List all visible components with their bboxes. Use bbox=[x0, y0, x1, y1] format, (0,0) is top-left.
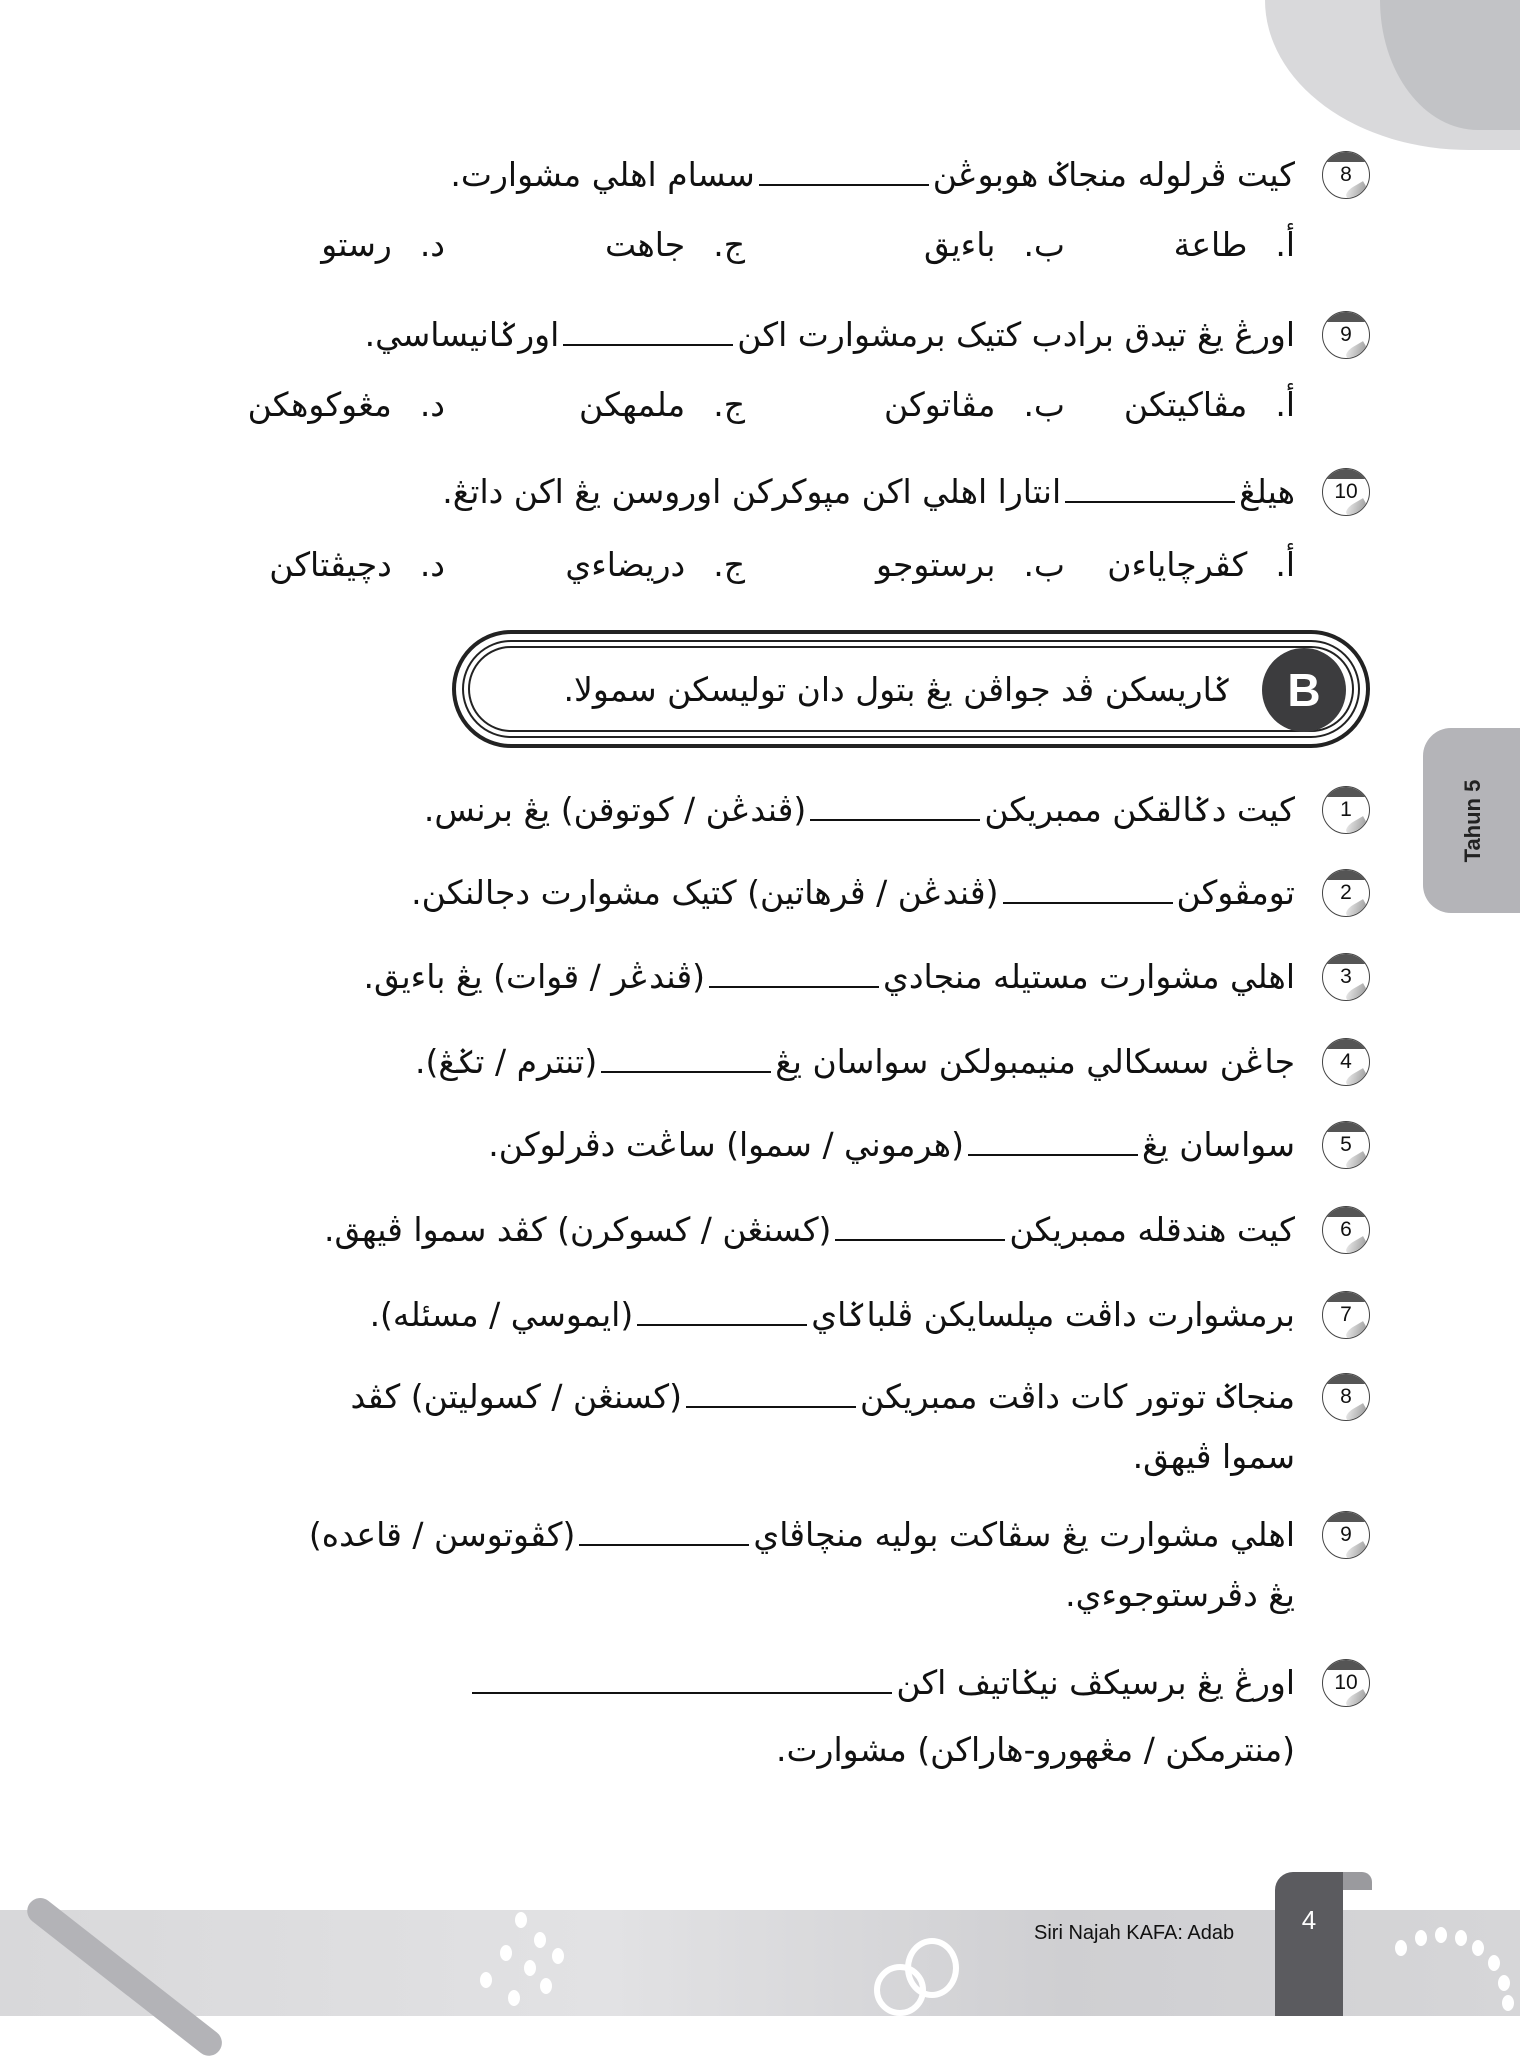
option-text: رستو bbox=[321, 225, 392, 264]
option-text: ملمهكن bbox=[578, 385, 686, 424]
option-b[interactable] bbox=[924, 215, 1065, 275]
question-text bbox=[442, 462, 1295, 522]
decorative-dot bbox=[508, 1990, 520, 2006]
answer-blank[interactable] bbox=[563, 314, 733, 346]
option-b[interactable] bbox=[884, 375, 1065, 435]
text-before: كيت هندقله ممبريكن bbox=[1009, 1210, 1295, 1249]
answer-blank[interactable] bbox=[472, 1662, 892, 1694]
option-label: ج. bbox=[713, 225, 745, 264]
question-text bbox=[450, 145, 1295, 205]
option-a[interactable] bbox=[1174, 215, 1295, 275]
option-label: ج. bbox=[713, 385, 745, 424]
option-text: برستوجو bbox=[875, 545, 996, 584]
decorative-dot bbox=[540, 1978, 552, 1994]
answer-blank[interactable] bbox=[835, 1209, 1005, 1241]
answer-blank[interactable] bbox=[579, 1514, 749, 1546]
question-number-badge bbox=[1322, 1038, 1370, 1086]
decorative-dot bbox=[1435, 1927, 1447, 1943]
answer-blank[interactable] bbox=[637, 1294, 807, 1326]
decorative-dot bbox=[534, 1932, 546, 1948]
option-label: أ. bbox=[1275, 545, 1295, 584]
answer-blank[interactable] bbox=[709, 956, 879, 988]
text-after: (كسنڠن / كسوليتن) كڤد bbox=[350, 1377, 682, 1416]
text-after: (تنترم / تݢڠ). bbox=[415, 1042, 598, 1081]
option-d[interactable] bbox=[248, 375, 445, 435]
text-before: تومڤوكن bbox=[1176, 873, 1295, 912]
question-text bbox=[488, 1115, 1295, 1175]
question-text-continued: يڠ دڤرستوجوءي. bbox=[1065, 1575, 1295, 1614]
question-text bbox=[350, 1367, 1295, 1427]
question-number-badge bbox=[1322, 468, 1370, 516]
question-text bbox=[309, 1505, 1295, 1565]
option-text: كڤرچاياءن bbox=[1107, 545, 1248, 584]
decorative-dot bbox=[1498, 1975, 1510, 1991]
question-text bbox=[415, 1032, 1295, 1092]
question-number: 8 bbox=[1340, 1385, 1352, 1408]
option-c[interactable] bbox=[605, 215, 745, 275]
text-before: برمشوارت داڤت مڽلسايكن ڤلباݢاي bbox=[811, 1295, 1295, 1334]
question-number: 10 bbox=[1334, 480, 1358, 503]
option-label: ب. bbox=[1023, 545, 1065, 584]
option-label: د. bbox=[419, 545, 445, 584]
text-before: اورڠ يڠ برسيكڤ نيݢاتيف اكن bbox=[896, 1663, 1295, 1702]
answer-blank[interactable] bbox=[686, 1376, 856, 1408]
option-label: ج. bbox=[713, 545, 745, 584]
decorative-dot bbox=[500, 1945, 512, 1961]
side-tab-year bbox=[1423, 728, 1520, 913]
answer-blank[interactable] bbox=[1065, 471, 1235, 503]
side-tab-label: Tahun 5 bbox=[1460, 779, 1485, 863]
question-number-badge bbox=[1322, 1373, 1370, 1421]
question-number-badge bbox=[1322, 1659, 1370, 1707]
question-text bbox=[424, 780, 1295, 840]
option-text: جاهت bbox=[604, 225, 686, 264]
decorative-dot bbox=[524, 1960, 536, 1976]
question-text bbox=[468, 1653, 1295, 1713]
text-after: اورݢانيساسي. bbox=[364, 315, 560, 354]
text-after: (هرموني / سموا) ساڠت دڤرلوكن. bbox=[488, 1125, 964, 1164]
question-text bbox=[370, 1285, 1295, 1345]
option-a[interactable] bbox=[1107, 535, 1295, 595]
decorative-dot bbox=[1488, 1955, 1500, 1971]
question-number-badge bbox=[1322, 151, 1370, 199]
question-text bbox=[411, 863, 1295, 923]
answer-blank[interactable] bbox=[810, 789, 980, 821]
text-before: اهلي مشوارت مستيله منجادي bbox=[883, 957, 1295, 996]
decorative-dot bbox=[1415, 1930, 1427, 1946]
text-before: كيت دݢالقكن ممبريكن bbox=[984, 790, 1295, 829]
question-text bbox=[365, 305, 1295, 365]
option-text: مڤاكيتكن bbox=[1123, 385, 1248, 424]
option-label: أ. bbox=[1275, 385, 1295, 424]
text-before: منجاݢ توتور كات داڤت ممبريكن bbox=[859, 1377, 1295, 1416]
option-label: أ. bbox=[1275, 225, 1295, 264]
question-number: 9 bbox=[1340, 323, 1352, 346]
option-c[interactable] bbox=[565, 535, 745, 595]
question-text-continued: (منترمكن / مڠهورو-هاراكن) مشوارت. bbox=[775, 1730, 1295, 1769]
text-after: (ڤندڠن / ڤرهاتين) كتيک مشوارت دجالنكن. bbox=[411, 873, 999, 912]
decorative-dot bbox=[552, 1948, 564, 1964]
question-number: 6 bbox=[1340, 1218, 1352, 1241]
option-label: ب. bbox=[1023, 385, 1065, 424]
question-number: 1 bbox=[1340, 798, 1352, 821]
text-before: اهلي مشوارت يڠ سڤاكت بوليه منچاڤاي bbox=[753, 1515, 1295, 1554]
option-text: دريضاءي bbox=[565, 545, 686, 584]
text-after: (ڤندڠر / قوات) يڠ باءيق. bbox=[363, 957, 706, 996]
question-number: 9 bbox=[1340, 1523, 1352, 1546]
section-letter-badge: B bbox=[1262, 648, 1346, 732]
option-text: طاعة bbox=[1173, 225, 1248, 264]
answer-blank[interactable] bbox=[601, 1041, 771, 1073]
question-number: 4 bbox=[1340, 1050, 1352, 1073]
question-number: 7 bbox=[1340, 1303, 1352, 1326]
question-number: 3 bbox=[1340, 965, 1352, 988]
question-number-badge bbox=[1322, 786, 1370, 834]
text-before: كيت ڤرلوله منجاݢ هوبوڠن bbox=[932, 155, 1295, 194]
text-before: هيلڠ bbox=[1239, 472, 1295, 511]
text-after: (كڤوتوسن / قاعده) bbox=[308, 1515, 576, 1554]
question-number-badge bbox=[1322, 1511, 1370, 1559]
text-after: (ڤندڠن / كوتوقن) يڠ برنس. bbox=[423, 790, 807, 829]
question-number-badge bbox=[1322, 869, 1370, 917]
question-number: 10 bbox=[1334, 1671, 1358, 1694]
option-d[interactable] bbox=[321, 215, 445, 275]
decorative-dot bbox=[515, 1912, 527, 1928]
question-number-badge bbox=[1322, 1291, 1370, 1339]
decorative-dot bbox=[1455, 1930, 1467, 1946]
option-label: ب. bbox=[1023, 225, 1065, 264]
text-after: سسام اهلي مشوارت. bbox=[450, 155, 755, 194]
option-c[interactable] bbox=[579, 375, 745, 435]
page-number: 4 bbox=[1301, 1905, 1317, 1935]
question-number-badge bbox=[1322, 1121, 1370, 1169]
answer-blank[interactable] bbox=[1003, 872, 1173, 904]
text-before: سواسان يڠ bbox=[1141, 1125, 1295, 1164]
option-text: باءيق bbox=[923, 225, 996, 264]
decorative-dot bbox=[1502, 1995, 1514, 2011]
option-label: د. bbox=[419, 225, 445, 264]
question-number: 2 bbox=[1340, 881, 1352, 904]
decorative-dot bbox=[1472, 1940, 1484, 1956]
text-before: جاڠن سسكالي منيمبولكن سواسان يڠ bbox=[775, 1042, 1295, 1081]
question-number-badge bbox=[1322, 311, 1370, 359]
text-after: (كسنڠن / كسوكرن) كڤد سموا ڤيهق. bbox=[323, 1210, 832, 1249]
question-number-badge bbox=[1322, 1206, 1370, 1254]
option-text: مڠوكوهكن bbox=[247, 385, 392, 424]
text-after: انتارا اهلي اكن مڽوكركن اوروسن يڠ اكن داتڠ. bbox=[442, 472, 1062, 511]
question-text bbox=[363, 947, 1295, 1007]
question-number: 8 bbox=[1340, 163, 1352, 186]
decorative-dot bbox=[480, 1972, 492, 1988]
option-text: دچيڤتاكن bbox=[269, 545, 392, 584]
question-text-continued: سموا ڤيهق. bbox=[1132, 1437, 1295, 1476]
option-a[interactable] bbox=[1124, 375, 1295, 435]
question-text bbox=[324, 1200, 1295, 1260]
option-label: د. bbox=[419, 385, 445, 424]
book-title: Siri Najah KAFA: Adab bbox=[1034, 1922, 1235, 1944]
decorative-ring bbox=[905, 1938, 959, 1998]
page-number-box bbox=[1275, 1872, 1343, 2016]
option-text: مڤاتوكن bbox=[883, 385, 996, 424]
question-number-badge bbox=[1322, 953, 1370, 1001]
answer-blank[interactable] bbox=[968, 1124, 1138, 1156]
text-before: اورڠ يڠ تيدق برادب كتيک برمشوارت اكن bbox=[737, 315, 1295, 354]
text-after: (ايموسي / مسئله). bbox=[369, 1295, 634, 1334]
section-b-instruction: ݢاريسكن ڤد جواڤن يڠ بتول دان توليسكن سمولا. bbox=[563, 670, 1232, 709]
option-b[interactable] bbox=[876, 535, 1065, 595]
decorative-dot bbox=[1395, 1940, 1407, 1956]
option-d[interactable] bbox=[269, 535, 445, 595]
answer-blank[interactable] bbox=[759, 154, 929, 186]
question-number: 5 bbox=[1340, 1133, 1352, 1156]
